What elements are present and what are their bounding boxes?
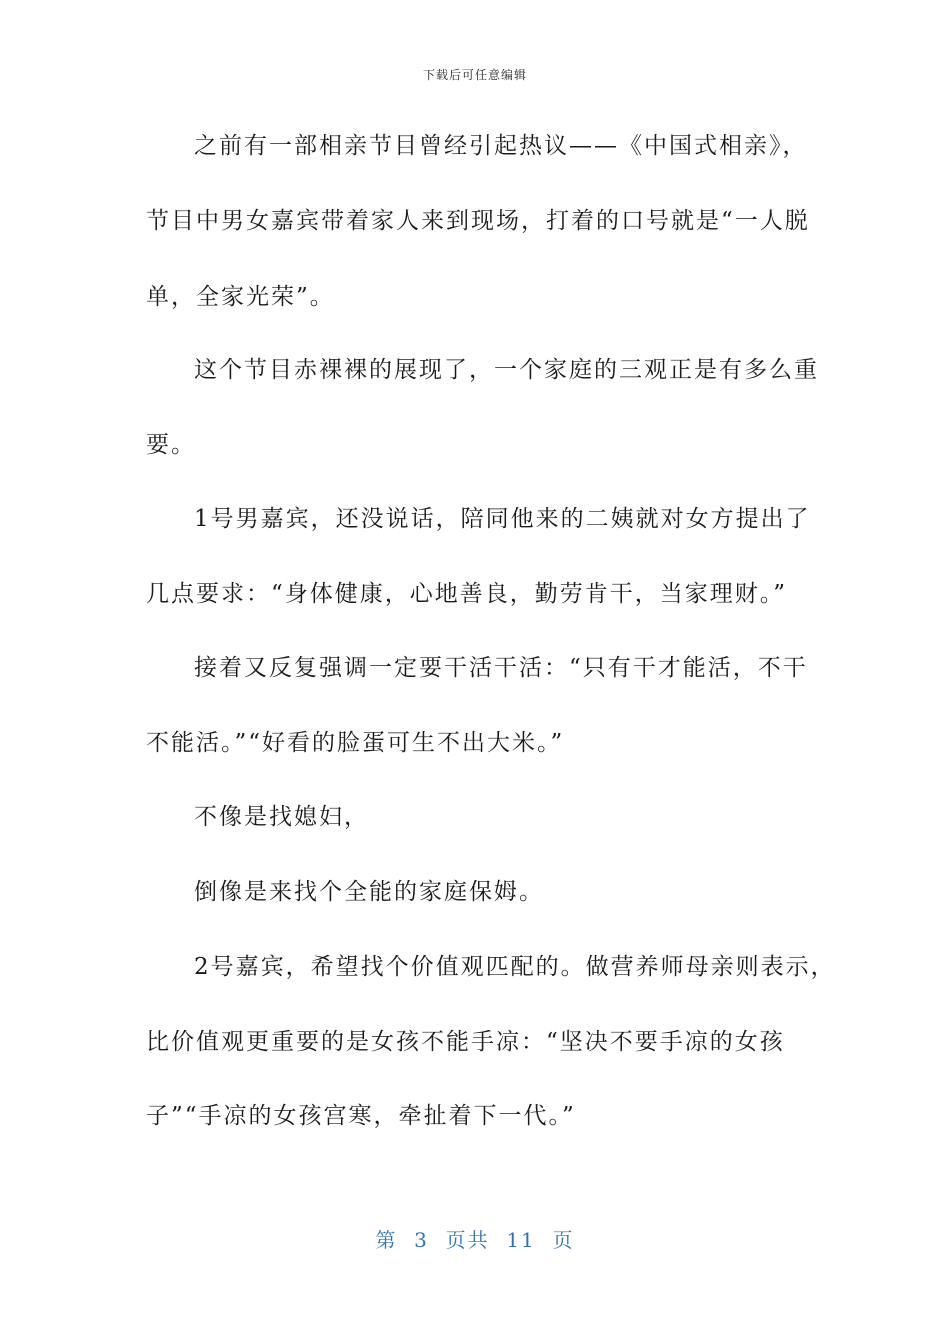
- paragraph-line: 倒像是来找个全能的家庭保姆。: [194, 879, 544, 905]
- paragraph-line: 比价值观更重要的是女孩不能手凉：“坚决不要手凉的女孩: [146, 1029, 785, 1055]
- paragraph-line: 接着又反复强调一定要干活干活：“只有干才能活，不干: [194, 655, 808, 681]
- paragraph-line: 节目中男女嘉宾带着家人来到现场，打着的口号就是“一人脱: [146, 208, 810, 234]
- paragraph-line: 几点要求：“身体健康，心地善良，勤劳肯干，当家理财。”: [146, 581, 788, 607]
- page-number-footer: 第 3 页共 11 页: [375, 1228, 575, 1252]
- paragraph-line: 不像是找媳妇，: [194, 804, 369, 830]
- header-note: 下载后可任意编辑: [422, 68, 527, 82]
- paragraph-line: 2号嘉宾，希望找个价值观匹配的。做营养师母亲则表示，: [194, 954, 836, 980]
- paragraph-line: 子”“手凉的女孩宫寒，牵扯着下一代。”: [146, 1103, 576, 1129]
- paragraph-line: 1号男嘉宾，还没说话，陪同他来的二姨就对女方提出了: [194, 506, 811, 532]
- paragraph-line: 之前有一部相亲节目曾经引起热议——《中国式相亲》，: [194, 133, 808, 159]
- paragraph-line: 单，全家光荣”。: [146, 284, 335, 310]
- paragraph-line: 不能活。”“好看的脸蛋可生不出大米。”: [146, 730, 565, 756]
- paragraph-line: 要。: [146, 432, 196, 458]
- paragraph-line: 这个节目赤裸裸的展现了，一个家庭的三观正是有多么重: [194, 357, 819, 383]
